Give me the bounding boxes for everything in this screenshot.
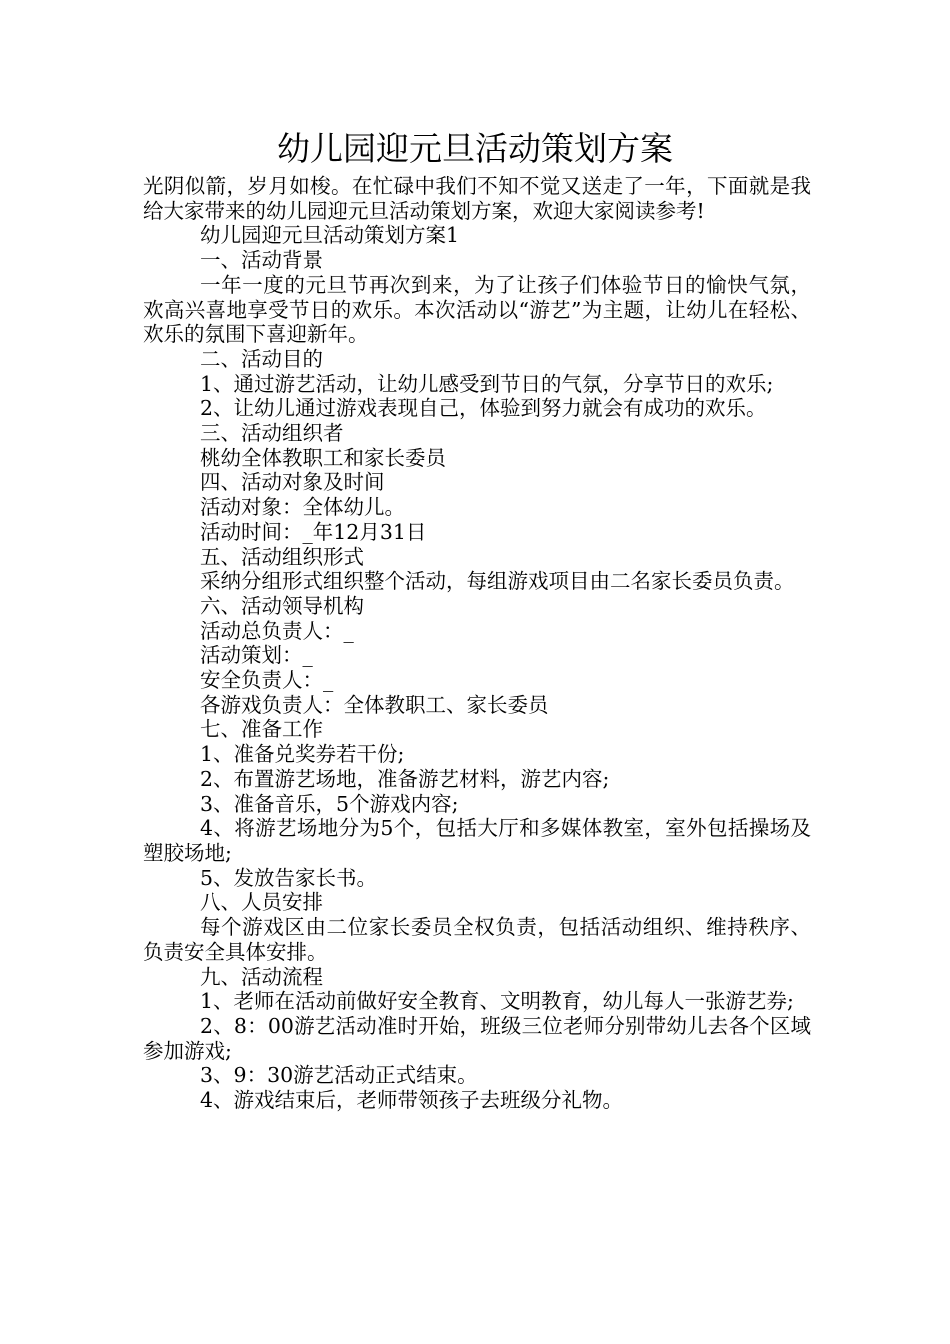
heading-background: 一、活动背景 — [200, 248, 323, 273]
staffing-paragraph: 每个游戏区由二位家长委员全权负责，包括活动组织、维持秩序、负责安全具体安排。 — [143, 915, 811, 964]
process-item-4: 4、游戏结束后，老师带领孩子去班级分礼物。 — [200, 1088, 624, 1113]
document-body — [143, 174, 811, 1113]
process-item-1: 1、老师在活动前做好安全教育、文明教育，幼儿每人一张游艺券; — [200, 989, 794, 1014]
leader-text: 活动总负责人：_ — [200, 618, 354, 643]
safety-text: 安全负责人：_ — [200, 668, 334, 693]
heading-preparation: 七、准备工作 — [200, 717, 323, 742]
preparation-item-3: 3、准备音乐，5个游戏内容; — [200, 791, 459, 816]
preparation-item-5: 5、发放告家长书。 — [200, 865, 378, 890]
heading-leadership: 六、活动领导机构 — [200, 593, 364, 618]
game-leaders-text: 各游戏负责人：全体教职工、家长委员 — [200, 692, 549, 717]
preparation-item-2: 2、布置游艺场地，准备游艺材料，游艺内容; — [200, 766, 610, 791]
heading-process: 九、活动流程 — [200, 964, 323, 989]
organizer-text: 桃幼全体教职工和家长委员 — [200, 445, 446, 470]
heading-purpose: 二、活动目的 — [200, 346, 323, 371]
preparation-item-1: 1、准备兑奖券若干份; — [200, 742, 405, 767]
heading-format: 五、活动组织形式 — [200, 544, 364, 569]
preparation-item-4: 4、将游艺场地分为5个，包括大厅和多媒体教室，室外包括操场及塑胶场地; — [143, 816, 811, 865]
document-title: 幼儿园迎元旦活动策划方案 — [277, 129, 673, 168]
heading-target-time: 四、活动对象及时间 — [200, 470, 385, 495]
heading-staffing: 八、人员安排 — [200, 890, 323, 915]
time-text: 活动时间：_年12月31日 — [200, 519, 427, 544]
process-item-2: 2、8：00游艺活动准时开始，班级三位老师分别带幼儿去各个区域参加游戏; — [143, 1013, 811, 1063]
section-title: 幼儿园迎元旦活动策划方案1 — [200, 223, 460, 248]
purpose-item-2: 2、让幼儿通过游戏表现自己，体验到努力就会有成功的欢乐。 — [200, 396, 767, 421]
planner-text: 活动策划：_ — [200, 643, 313, 668]
heading-organizer: 三、活动组织者 — [200, 421, 344, 446]
purpose-item-1: 1、通过游艺活动，让幼儿感受到节日的气氛，分享节日的欢乐; — [200, 371, 774, 396]
background-paragraph: 一年一度的元旦节再次到来，为了让孩子们体验节日的愉快气氛，欢高兴喜地享受节日的欢乐。本次活动以“游艺”为主题，让幼儿在轻松、欢乐的氛围下喜迎新年。 — [143, 272, 811, 347]
format-paragraph: 采纳分组形式组织整个活动，每组游戏项目由二名家长委员负责。 — [200, 569, 795, 594]
target-text: 活动对象：全体幼儿。 — [200, 495, 405, 520]
process-item-3: 3、9：30游艺活动正式结束。 — [200, 1063, 478, 1088]
intro-paragraph: 光阴似箭，岁月如梭。在忙碌中我们不知不觉又送走了一年，下面就是我给大家带来的幼儿园迎元旦活动策划方案，欢迎大家阅读参考! — [143, 174, 811, 223]
